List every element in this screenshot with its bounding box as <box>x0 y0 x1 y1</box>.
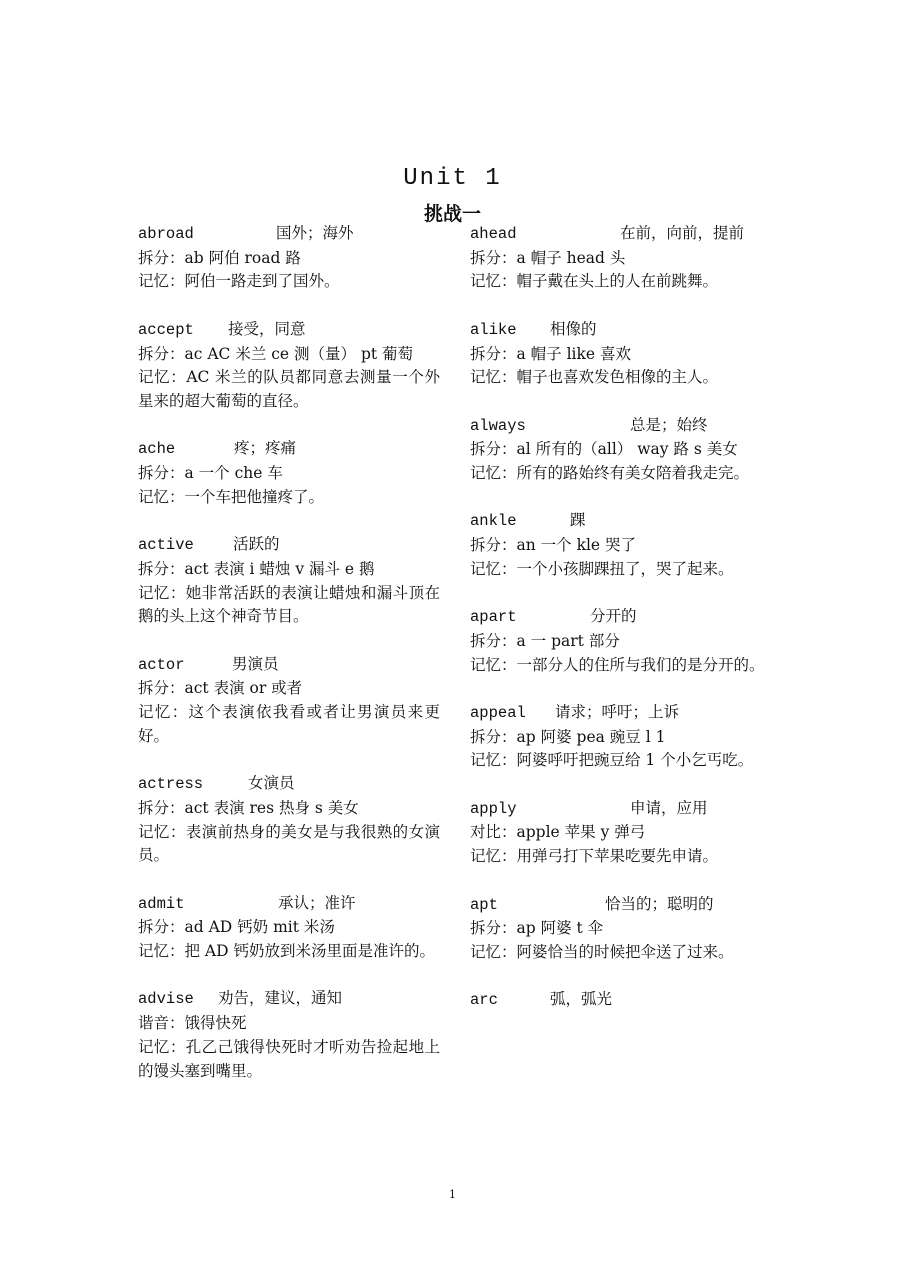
entry-breakdown: 拆分：act 表演 res 热身 s 美女 <box>138 798 359 817</box>
entry-meaning: 活跃的 <box>233 535 280 554</box>
entry-meaning: 弧，弧光 <box>550 990 613 1009</box>
entry-meaning: 女演员 <box>248 774 295 793</box>
vocab-entry <box>138 653 440 749</box>
entry-word: appeal <box>470 703 526 722</box>
entry-breakdown: 谐音：饿得快死 <box>138 1014 247 1033</box>
entry-mnemonic: 记忆：用弹弓打下苹果吃要先申请。 <box>470 847 719 866</box>
entry-mnemonic: 记忆：阿伯一路走到了国外。 <box>138 272 340 291</box>
entry-meaning: 分开的 <box>590 607 637 626</box>
entry-mnemonic: 记忆：所有的路始终有美女陪着我走完。 <box>470 464 750 482</box>
page-number: 1 <box>449 1188 456 1201</box>
entry-word: admit <box>138 894 185 913</box>
entry-breakdown: 对比：apple 苹果 y 弹弓 <box>470 823 646 842</box>
entry-headword-line <box>470 605 772 630</box>
entry-breakdown: 拆分：ab 阿伯 road 路 <box>138 248 301 267</box>
entry-headword-line <box>470 222 772 247</box>
entry-word: ankle <box>470 512 517 531</box>
entry-mnemonic: 记忆：一部分人的住所与我们的是分开的。 <box>470 655 765 674</box>
vocab-entry <box>470 988 772 1013</box>
entry-headword-line <box>470 414 772 439</box>
entry-breakdown: 拆分：ap 阿婆 pea 豌豆 l 1 <box>470 727 666 746</box>
vocab-entry <box>470 893 772 965</box>
entry-meaning: 申请，应用 <box>630 798 708 817</box>
entry-meaning: 踝 <box>570 511 586 530</box>
entry-word: apply <box>470 799 517 818</box>
entry-meaning: 承认；准许 <box>278 893 356 912</box>
entry-breakdown: 拆分：ac AC 米兰 ce 测（量） pt 葡萄 <box>138 344 414 363</box>
entry-headword-line <box>138 653 440 678</box>
entry-word: alike <box>470 320 517 339</box>
entry-meaning: 疼；疼痛 <box>234 439 297 458</box>
vocab-entry <box>138 533 440 629</box>
entry-mnemonic: 记忆：把 AD 钙奶放到米汤里面是准许的。 <box>138 942 435 960</box>
vocab-entry <box>470 509 772 581</box>
entry-headword-line <box>138 437 440 462</box>
entry-word: advise <box>138 990 194 1009</box>
entry-breakdown: 拆分：a 一 part 部分 <box>470 631 620 650</box>
entry-mnemonic: 记忆：AC 米兰的队员都同意去测量一个外星来的超大葡萄的直径。 <box>138 368 440 410</box>
entry-meaning: 总是；始终 <box>630 415 708 434</box>
entry-mnemonic: 记忆：一个车把他撞疼了。 <box>138 487 325 506</box>
challenge-subtitle: 挑战一 <box>423 203 481 225</box>
entry-word: abroad <box>138 225 194 243</box>
entry-headword-line <box>470 701 772 726</box>
entry-headword-line <box>470 318 772 343</box>
vocab-entry <box>138 892 440 964</box>
entry-headword-line <box>138 772 440 797</box>
entry-headword-line <box>138 987 440 1012</box>
entry-breakdown: 拆分：al 所有的（all） way 路 s 美女 <box>470 440 738 459</box>
vocab-entry <box>470 701 772 773</box>
vocab-entry <box>138 437 440 509</box>
vocab-entry <box>470 797 772 869</box>
entry-meaning: 请求；呼吁；上诉 <box>555 702 680 721</box>
left-column <box>138 222 440 1107</box>
vocab-entry <box>470 222 772 294</box>
entry-breakdown: 拆分：a 一个 che 车 <box>138 464 283 482</box>
entry-mnemonic: 记忆：阿婆呼吁把豌豆给 1 个小乞丐吃。 <box>470 751 754 770</box>
right-column <box>470 222 772 1037</box>
entry-word: active <box>138 536 194 555</box>
vocab-entry <box>138 222 440 294</box>
entry-breakdown: 拆分：ad AD 钙奶 mit 米汤 <box>138 918 335 937</box>
entry-mnemonic: 记忆：这个表演依我看或者让男演员来更好。 <box>138 703 440 745</box>
entry-mnemonic: 记忆：她非常活跃的表演让蜡烛和漏斗顶在鹅的头上这个神奇节目。 <box>138 583 440 626</box>
entry-word: apt <box>470 895 498 914</box>
entry-breakdown: 拆分：act 表演 i 蜡烛 v 漏斗 e 鹅 <box>138 559 375 578</box>
vocab-entry <box>138 318 440 414</box>
entry-breakdown: 拆分：an 一个 kle 哭了 <box>470 536 637 555</box>
entry-meaning: 国外；海外 <box>276 224 354 242</box>
entry-mnemonic: 记忆：帽子也喜欢发色相像的主人。 <box>470 368 719 387</box>
entry-headword-line <box>470 797 772 822</box>
entry-meaning: 劝告，建议，通知 <box>218 989 343 1008</box>
entry-headword-line <box>470 893 772 918</box>
entry-breakdown: 拆分：ap 阿婆 t 伞 <box>470 919 604 938</box>
entry-headword-line <box>138 892 440 917</box>
entry-mnemonic: 记忆：阿婆恰当的时候把伞送了过来。 <box>470 942 734 961</box>
entry-word: ache <box>138 440 176 459</box>
entry-meaning: 在前，向前，提前 <box>620 224 745 242</box>
entry-word: apart <box>470 608 517 627</box>
entry-meaning: 接受，同意 <box>228 319 306 338</box>
entry-word: always <box>470 416 526 435</box>
entry-word: ahead <box>470 225 517 243</box>
entry-meaning: 男演员 <box>232 654 279 673</box>
entry-headword-line <box>470 988 772 1013</box>
vocab-entry <box>138 987 440 1083</box>
entry-mnemonic: 记忆：孔乙己饿得快死时才听劝告捡起地上的馒头塞到嘴里。 <box>138 1037 440 1080</box>
entry-word: actor <box>138 655 185 674</box>
entry-word: arc <box>470 991 498 1010</box>
entry-meaning: 恰当的；聪明的 <box>605 894 714 913</box>
entry-breakdown: 拆分：a 帽子 head 头 <box>470 248 626 267</box>
vocab-entry <box>470 318 772 390</box>
vocab-entry <box>470 605 772 677</box>
entry-word: accept <box>138 320 194 339</box>
entry-mnemonic: 记忆：一个小孩脚踝扭了，哭了起来。 <box>470 559 734 578</box>
entry-breakdown: 拆分：act 表演 or 或者 <box>138 679 303 698</box>
entry-headword-line <box>138 222 440 247</box>
entry-headword-line <box>138 318 440 343</box>
entry-mnemonic: 记忆：表演前热身的美女是与我很熟的女演员。 <box>138 822 440 865</box>
entry-headword-line <box>470 509 772 534</box>
entry-mnemonic: 记忆：帽子戴在头上的人在前跳舞。 <box>470 272 719 291</box>
unit-title: Unit 1 <box>403 165 502 192</box>
entry-meaning: 相像的 <box>550 319 597 338</box>
vocab-entry <box>470 414 772 486</box>
vocab-entry <box>138 772 440 868</box>
entry-headword-line <box>138 533 440 558</box>
entry-breakdown: 拆分：a 帽子 like 喜欢 <box>470 344 632 363</box>
entry-word: actress <box>138 775 204 794</box>
